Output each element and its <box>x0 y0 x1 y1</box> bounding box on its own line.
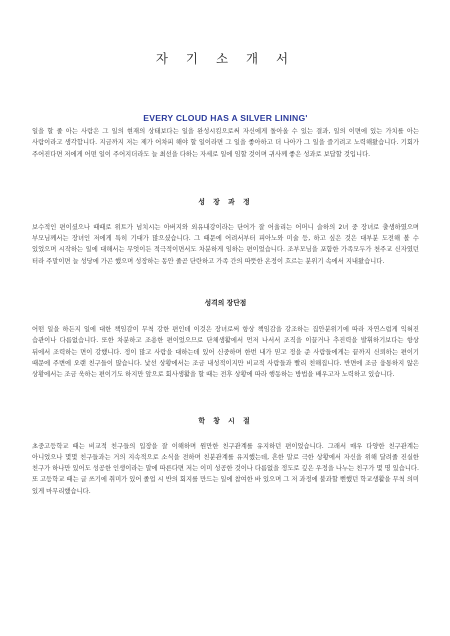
section-heading-school: 학 창 시 절 <box>198 416 253 425</box>
document-title: 자 기 소 개 서 <box>155 51 296 66</box>
motto-heading: EVERY CLOUD HAS A SILVER LINING' <box>143 113 308 123</box>
section-body-school: 초중고등학교 때는 비교적 친구들의 입장을 잘 이해하며 원만한 친구관계를 유지하던 편이었습니다. 그래서 매우 다양한 친구관계는 아니었으나 몇몇 친구들과는 거의 지속적으로 소식을 전하며 친분관계를 유지했는데, 흔한 말로 극한 상황에서 자신을 위해 달려줄 진실한 친구가 하나만 있어도 성공한 인생이라는 말에 따른다면 저는 이미 성공한 것이나 다름없을 정도로 깊은 우정을 나누는 친구가 몇 명 있습니다. 또 고등학교 때는 글 쓰기에 취미가 있어 졸업 시 반의 회지를 만드는 일에 참여한 바 있으며 그 저 과정에 불과할 뻔했던 학교생활을 무척 의미 있게 마무리했습니다. <box>32 442 419 495</box>
section-body-growth: 보수적인 편이셨으나 때때로 위트가 넘치시는 아버지와 외유내강이라는 단어가 잘 어울리는 어머니 슬하의 2녀 중 장녀로 출생하였으며 부모님께서는 장녀인 저에게 특히 기대가 많으셨습니다. 그 때문에 어려서부터 피아노와 미술 등, 하고 싶은 것은 대부분 도전해 볼 수 있었으며 시작하는 일에 대해서는 무엇이든 적극적이면서도 차분하게 임하는 편이었습니다. 조부모님을 포함한 가족모두가 천주교 신자였던 터라 주말이면 늘 성당에 가곤 했으며 성장하는 동안 줄곧 단란하고 가족 간의 따뜻한 온정이 흐르는 분위기 속에서 지내왔습니다. <box>32 223 419 265</box>
section-heading-personality: 성격의 장단점 <box>204 299 247 308</box>
section-heading-growth: 성 장 과 정 <box>198 197 253 206</box>
intro-paragraph: 일을 할 줄 아는 사람은 그 일의 현재의 상태보다는 일을 완성시킴으로써 자신에게 돌아올 수 있는 결과, 일의 이면에 있는 가치를 아는 사람이라고 생각합니다. 지금까지 저는 제가 어차피 해야 할 일이라면 그 일을 좋아하고 더 나아가 그 일을 즐기려고 노력해왔습니다. 기회가 주어진다면 저에게 어떤 일이 주어지더라도 늘 최선을 다하는 자세로 일에 임할 것이며 귀사께 좋은 성과로 보답할 것입니다. <box>32 128 419 158</box>
section-body-personality: 어떤 일을 하든지 일에 대한 책임감이 무척 강한 편인데 이것은 장녀로써 항상 책임감을 강조하는 집안분위기에 따라 자연스럽게 익혀진 습관이나 다름없습니다. 또한 차분하고 조용한 편이었으므로 단체생활에서 먼저 나서서 조직을 이끌거나 추진력을 발휘하기보다는 항상 뒤에서 조력하는 면이 강했니다. 정이 많고 사람을 대하는데 있어 신중하며 한번 내가 믿고 정을 준 사람들에게는 끝까지 신뢰하는 편이기 때문에 주변에 오랜 친구들이 많습니다. 낯선 상황에서는 조금 내성적이지만 비교적 사람들과 빨리 친해집니다. 반면에 조금 융통하지 않은 상황에서는 조금 욱하는 편이기도 하지만 앞으로 회사생활을 할 때는 전후 상황에 따라 행동하는 방법을 배우고자 노력하고 있습니다. <box>32 326 419 379</box>
